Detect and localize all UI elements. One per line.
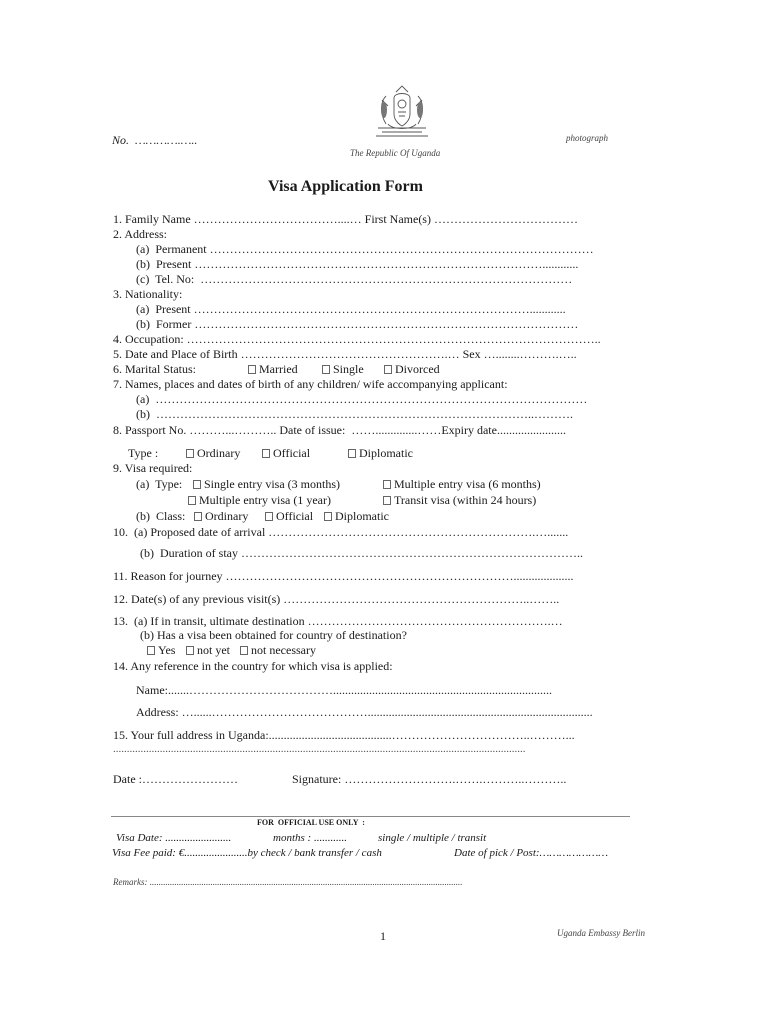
uganda-address-continuation: ......................................................................................................................................................: [113, 743, 526, 755]
visa-date-field: Visa Date: ........................: [116, 832, 232, 844]
type-diplomatic-checkbox[interactable]: [348, 449, 356, 458]
children-b-line: (b) …………………………………………………………………………………..……….: [136, 407, 573, 421]
dest-yes-option[interactable]: Yes: [147, 644, 175, 656]
type-official-option[interactable]: Official: [262, 447, 310, 459]
nationality-present-line: (a) Present …………………………………………………………………………............: [136, 302, 566, 316]
address-present-line: (b) Present ……………………………………………………………………………............: [136, 257, 579, 271]
dest-notnec-checkbox[interactable]: [240, 646, 248, 655]
multiple-6-option[interactable]: Multiple entry visa (6 months): [383, 478, 541, 490]
transit-option[interactable]: Transit visa (within 24 hours): [383, 494, 536, 506]
marital-status-row: 6. Marital Status:: [113, 362, 196, 376]
children-label: 7. Names, places and dates of birth of any children/ wife accompanying applicant:: [113, 377, 508, 391]
signature-line: Signature: ……………………….…….………..………..: [292, 772, 567, 786]
nationality-former-line: (b) Former ……………………………………………………………………………………: [136, 317, 579, 331]
telephone-line: (c) Tel. No: …………………………………………………………………………………: [136, 272, 573, 286]
photograph-label: photograph: [566, 133, 609, 143]
married-checkbox[interactable]: [248, 365, 256, 374]
class-diplomatic-option[interactable]: Diplomatic: [324, 510, 389, 522]
destination-visa-question: (b) Has a visa been obtained for country of destination?: [140, 628, 407, 642]
visa-fee-field: Visa Fee paid: €.......................by check / bank transfer / cash: [112, 847, 382, 859]
occupation-line: 4. Occupation: …………………………………………………………………………………………..: [113, 332, 601, 346]
married-option[interactable]: Married: [248, 363, 298, 375]
family-name-line: 1. Family Name ………………………………....… First Name(s) ………………………………: [113, 212, 578, 226]
visa-class-label: (b) Class:: [136, 509, 186, 523]
multiple-1y-checkbox[interactable]: [188, 496, 196, 505]
visa-type-label: (a) Type:: [136, 477, 183, 491]
birth-sex-line: 5. Date and Place of Birth …………………………………………….… Sex …........……….…..: [113, 347, 577, 361]
type-official-checkbox[interactable]: [262, 449, 270, 458]
dest-notyet-option[interactable]: not yet: [186, 644, 230, 656]
type-ordinary-checkbox[interactable]: [186, 449, 194, 458]
class-ordinary-checkbox[interactable]: [194, 512, 202, 521]
children-a-line: (a) ………………………………………………………………………………………………: [136, 392, 588, 406]
date-line: Date :……………………: [113, 772, 238, 786]
multiple-6-checkbox[interactable]: [383, 480, 391, 489]
reason-line: 11. Reason for journey ………………………………………………………………....................: [113, 569, 574, 583]
class-official-checkbox[interactable]: [265, 512, 273, 521]
visa-required-label: 9. Visa required:: [113, 461, 193, 475]
type-ordinary-option[interactable]: Ordinary: [186, 447, 240, 459]
single-checkbox[interactable]: [322, 365, 330, 374]
official-use-heading: FOR OFFICIAL USE ONLY :: [257, 818, 365, 827]
passport-type-label: Type :: [128, 446, 159, 460]
class-diplomatic-checkbox[interactable]: [324, 512, 332, 521]
reference-no-label: No. ………….…..: [112, 133, 198, 147]
arrival-date-line: 10. (a) Proposed date of arrival ………………………………………………………….….......: [113, 525, 569, 539]
nationality-label: 3. Nationality:: [113, 287, 183, 301]
multiple-1y-option[interactable]: Multiple entry visa (1 year): [188, 494, 331, 506]
transit-checkbox[interactable]: [383, 496, 391, 505]
dest-notyet-checkbox[interactable]: [186, 646, 194, 655]
coat-of-arms-emblem: [372, 84, 432, 140]
pickup-date-field: Date of pick / Post:…………………: [454, 847, 608, 859]
class-ordinary-option[interactable]: Ordinary: [194, 510, 248, 522]
single-entry-checkbox[interactable]: [193, 480, 201, 489]
dest-yes-checkbox[interactable]: [147, 646, 155, 655]
months-field: months : ............: [273, 832, 347, 844]
page-number: 1: [380, 929, 386, 943]
remarks-field: Remarks: ...........................................................................................................................................: [113, 877, 463, 887]
passport-line: 8. Passport No. ………...……….. Date of issue: ……..............……Expiry date.......................: [113, 423, 566, 437]
embassy-footer: Uganda Embassy Berlin: [557, 928, 645, 938]
dest-notnec-option[interactable]: not necessary: [240, 644, 316, 656]
type-diplomatic-option[interactable]: Diplomatic: [348, 447, 413, 459]
previous-visits-line: 12. Date(s) of any previous visit(s) ……………………………………………………..……..: [113, 592, 560, 606]
divorced-option[interactable]: Divorced: [384, 363, 440, 375]
reference-label: 14. Any reference in the country for which visa is applied:: [113, 659, 393, 673]
divorced-checkbox[interactable]: [384, 365, 392, 374]
reference-address-line: Address: …......…………………………………...........................................................................: [136, 705, 593, 719]
visa-kind-options: single / multiple / transit: [378, 832, 487, 844]
single-option[interactable]: Single: [322, 363, 364, 375]
form-title: Visa Application Form: [268, 178, 423, 195]
reference-name-line: Name:.......……………………………….........................................................................: [136, 683, 552, 697]
single-entry-option[interactable]: Single entry visa (3 months): [193, 478, 340, 490]
address-label: 2. Address:: [113, 227, 167, 241]
address-permanent-line: (a) Permanent ……………………………………………………………………………………: [136, 242, 594, 256]
transit-destination-line: 13. (a) If in transit, ultimate destination …………………………………………………….…: [113, 614, 563, 628]
duration-line: (b) Duration of stay …………………………………………………………………………..: [140, 546, 583, 560]
class-official-option[interactable]: Official: [265, 510, 313, 522]
uganda-address-line: 15. Your full address in Uganda:.........................................……………………………..………...: [113, 728, 575, 742]
official-divider: [111, 816, 630, 817]
republic-label: The Republic Of Uganda: [350, 148, 441, 158]
